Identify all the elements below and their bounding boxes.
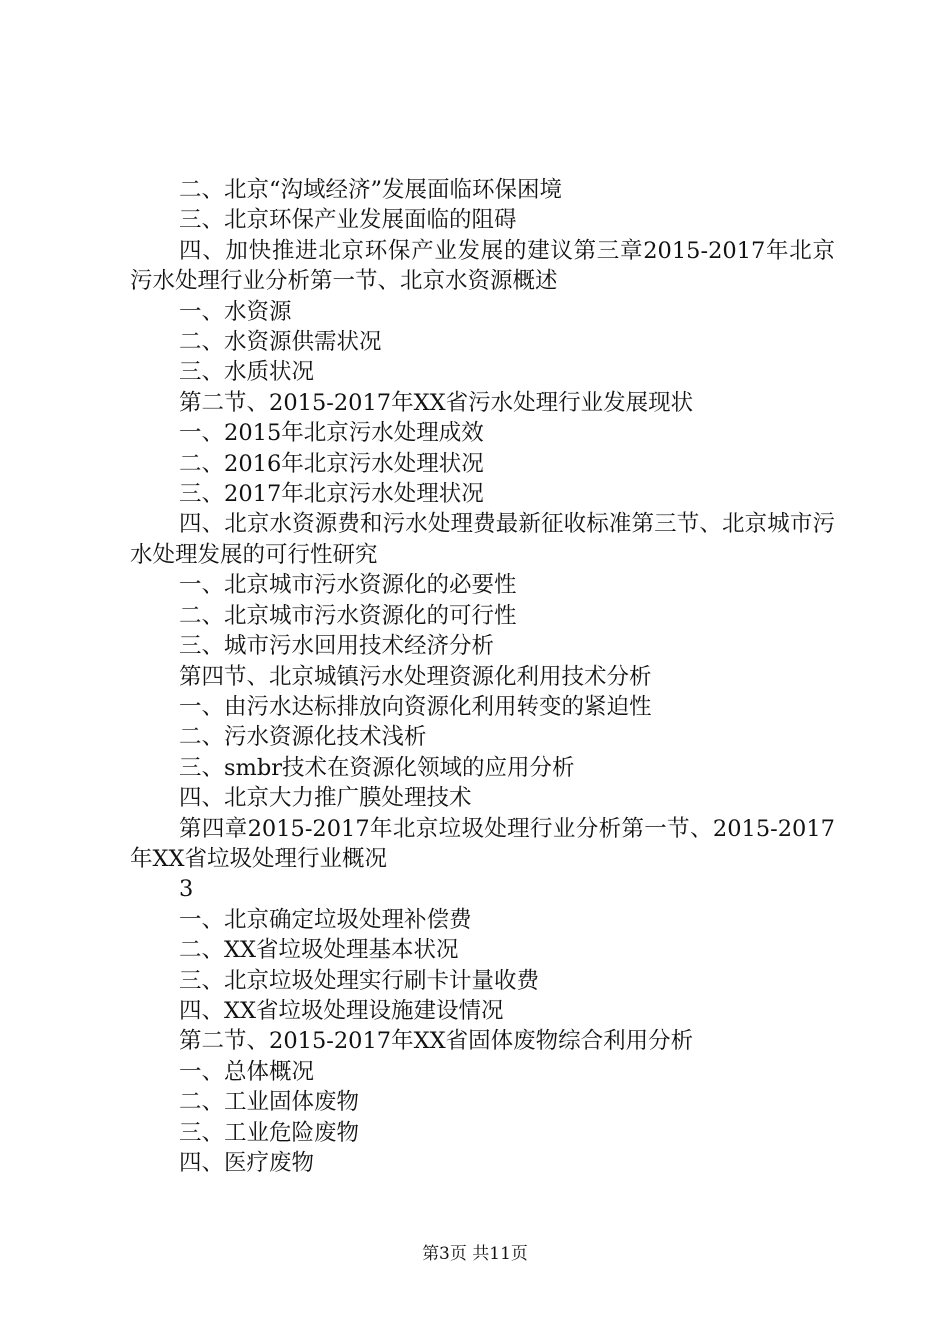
inline-page-number: 3 — [179, 876, 194, 903]
toc-line: 二、2016年北京污水处理状况 — [179, 450, 484, 477]
toc-line: 二、北京“沟域经济”发展面临环保困境 — [179, 177, 563, 203]
toc-line: 四、医疗废物 — [179, 1150, 315, 1176]
toc-line: 三、城市污水回用技术经济分析 — [179, 633, 495, 660]
toc-section-heading: 第二节、2015-2017年XX省污水处理行业发展现状 — [179, 389, 694, 416]
toc-line: 四、XX省垃圾处理设施建设情况 — [179, 997, 504, 1024]
toc-line: 三、水质状况 — [179, 359, 315, 386]
toc-line: 一、北京确定垃圾处理补偿费 — [179, 906, 472, 933]
toc-line: 一、2015年北京污水处理成效 — [179, 420, 484, 447]
toc-line: 三、北京垃圾处理实行刷卡计量收费 — [179, 967, 540, 994]
toc-line: 一、水资源 — [179, 298, 292, 325]
toc-line: 二、北京城市污水资源化的可行性 — [179, 602, 517, 629]
toc-section-heading: 第二节、2015-2017年XX省固体废物综合利用分析 — [179, 1028, 694, 1055]
toc-line: 一、北京城市污水资源化的必要性 — [179, 572, 517, 599]
toc-line: 四、北京大力推广膜处理技术 — [179, 785, 472, 812]
toc-line: 二、水资源供需状况 — [179, 329, 382, 356]
toc-line: 二、污水资源化技术浅析 — [179, 724, 427, 751]
toc-section-heading: 第四节、北京城镇污水处理资源化利用技术分析 — [179, 663, 652, 690]
toc-line: 二、工业固体废物 — [179, 1089, 360, 1116]
toc-line: 一、由污水达标排放向资源化利用转变的紧迫性 — [179, 693, 652, 720]
toc-line: 二、XX省垃圾处理基本状况 — [179, 937, 459, 964]
document-body — [130, 175, 835, 1178]
toc-paragraph: 四、北京水资源费和污水处理费最新征收标准第三节、北京城市污水处理发展的可行性研究 — [130, 511, 835, 568]
toc-paragraph: 四、加快推进北京环保产业发展的建议第三章2015-2017年北京污水处理行业分析第一节、北京水资源概述 — [130, 237, 835, 295]
toc-line: 三、工业危险废物 — [179, 1119, 360, 1146]
toc-line: 三、北京环保产业发展面临的阻碍 — [179, 207, 517, 234]
page-footer: 第3页 共11页 — [422, 1244, 528, 1264]
toc-paragraph: 第四章2015-2017年北京垃圾处理行业分析第一节、2015-2017年XX省垃圾处理行业概况 — [130, 815, 835, 872]
toc-line: 一、总体概况 — [179, 1058, 315, 1085]
toc-line: 三、2017年北京污水处理状况 — [179, 481, 484, 508]
toc-line: 三、smbr技术在资源化领域的应用分析 — [179, 754, 575, 781]
